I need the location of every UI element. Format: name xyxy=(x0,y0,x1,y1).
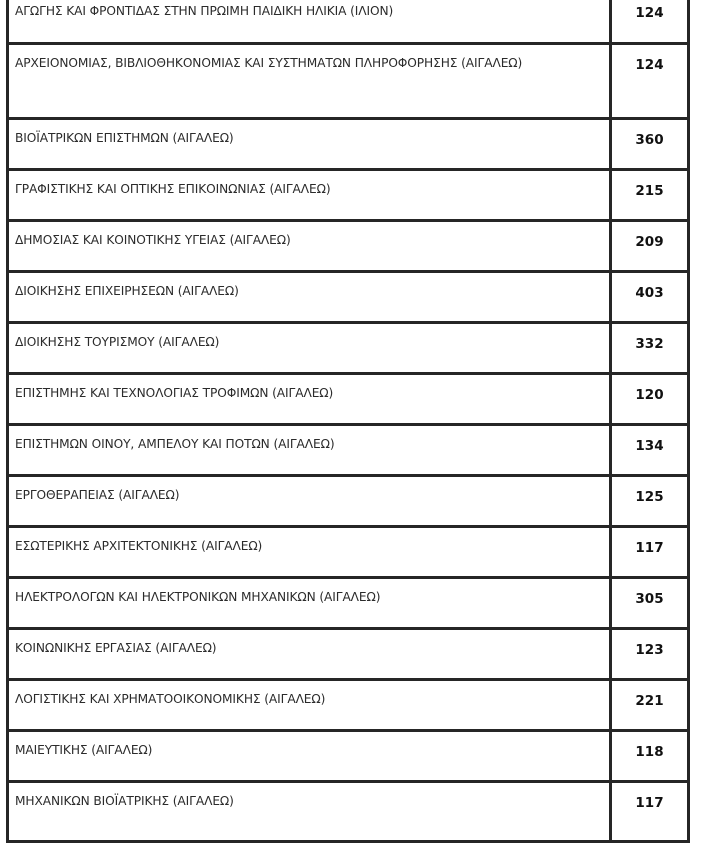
table-row xyxy=(8,476,689,527)
value-cell: 117 xyxy=(611,782,689,842)
department-name-cell: ΜΑΙΕΥΤΙΚΗΣ (ΑΙΓΑΛΕΩ) xyxy=(8,731,611,782)
department-name-cell: ΕΠΙΣΤΗΜΩΝ ΟΙΝΟΥ, ΑΜΠΕΛΟΥ ΚΑΙ ΠΟΤΩΝ (ΑΙΓΑΛΕΩ) xyxy=(8,425,611,476)
value-cell: 123 xyxy=(611,629,689,680)
table-row xyxy=(8,782,689,842)
value-cell: 124 xyxy=(611,44,689,119)
value-cell: 118 xyxy=(611,731,689,782)
department-name-cell: ΑΡΧΕΙΟΝΟΜΙΑΣ, ΒΙΒΛΙΟΘΗΚΟΝΟΜΙΑΣ ΚΑΙ ΣΥΣΤΗΜΑΤΩΝ ΠΛΗΡΟΦΟΡΗΣΗΣ (ΑΙΓΑΛΕΩ) xyxy=(8,44,611,119)
table-row xyxy=(8,119,689,170)
table-row xyxy=(8,272,689,323)
value-cell: 209 xyxy=(611,221,689,272)
department-name-cell: ΔΙΟΙΚΗΣΗΣ ΕΠΙΧΕΙΡΗΣΕΩΝ (ΑΙΓΑΛΕΩ) xyxy=(8,272,611,323)
table-row xyxy=(8,731,689,782)
table-row xyxy=(8,527,689,578)
value-cell: 221 xyxy=(611,680,689,731)
table-row xyxy=(8,323,689,374)
department-name-cell: ΓΡΑΦΙΣΤΙΚΗΣ ΚΑΙ ΟΠΤΙΚΗΣ ΕΠΙΚΟΙΝΩΝΙΑΣ (ΑΙΓΑΛΕΩ) xyxy=(8,170,611,221)
value-cell: 125 xyxy=(611,476,689,527)
table-row xyxy=(8,0,689,44)
table-row xyxy=(8,680,689,731)
department-name-cell: ΕΠΙΣΤΗΜΗΣ ΚΑΙ ΤΕΧΝΟΛΟΓΙΑΣ ΤΡΟΦΙΜΩΝ (ΑΙΓΑΛΕΩ) xyxy=(8,374,611,425)
department-name-cell: ΒΙΟΪΑΤΡΙΚΩΝ ΕΠΙΣΤΗΜΩΝ (ΑΙΓΑΛΕΩ) xyxy=(8,119,611,170)
department-name-cell: ΕΡΓΟΘΕΡΑΠΕΙΑΣ (ΑΙΓΑΛΕΩ) xyxy=(8,476,611,527)
table-row xyxy=(8,44,689,119)
table-row xyxy=(8,578,689,629)
value-cell: 120 xyxy=(611,374,689,425)
department-name-cell: ΑΓΩΓΗΣ ΚΑΙ ΦΡΟΝΤΙΔΑΣ ΣΤΗΝ ΠΡΩΙΜΗ ΠΑΙΔΙΚΗ ΗΛΙΚΙΑ (ΙΛΙΟΝ) xyxy=(8,0,611,44)
department-name-cell: ΚΟΙΝΩΝΙΚΗΣ ΕΡΓΑΣΙΑΣ (ΑΙΓΑΛΕΩ) xyxy=(8,629,611,680)
table-row xyxy=(8,170,689,221)
department-name-cell: ΜΗΧΑΝΙΚΩΝ ΒΙΟΪΑΤΡΙΚΗΣ (ΑΙΓΑΛΕΩ) xyxy=(8,782,611,842)
department-name-cell: ΔΙΟΙΚΗΣΗΣ ΤΟΥΡΙΣΜΟΥ (ΑΙΓΑΛΕΩ) xyxy=(8,323,611,374)
value-cell: 332 xyxy=(611,323,689,374)
table-row xyxy=(8,425,689,476)
value-cell: 124 xyxy=(611,0,689,44)
value-cell: 134 xyxy=(611,425,689,476)
value-cell: 360 xyxy=(611,119,689,170)
value-cell: 403 xyxy=(611,272,689,323)
department-name-cell: ΗΛΕΚΤΡΟΛΟΓΩΝ ΚΑΙ ΗΛΕΚΤΡΟΝΙΚΩΝ ΜΗΧΑΝΙΚΩΝ (ΑΙΓΑΛΕΩ) xyxy=(8,578,611,629)
table-row xyxy=(8,374,689,425)
table-row xyxy=(8,221,689,272)
departments-table xyxy=(6,0,690,843)
value-cell: 117 xyxy=(611,527,689,578)
value-cell: 305 xyxy=(611,578,689,629)
department-name-cell: ΛΟΓΙΣΤΙΚΗΣ ΚΑΙ ΧΡΗΜΑΤΟΟΙΚΟΝΟΜΙΚΗΣ (ΑΙΓΑΛΕΩ) xyxy=(8,680,611,731)
table-row xyxy=(8,629,689,680)
department-name-cell: ΔΗΜΟΣΙΑΣ ΚΑΙ ΚΟΙΝΟΤΙΚΗΣ ΥΓΕΙΑΣ (ΑΙΓΑΛΕΩ) xyxy=(8,221,611,272)
department-name-cell: ΕΣΩΤΕΡΙΚΗΣ ΑΡΧΙΤΕΚΤΟΝΙΚΗΣ (ΑΙΓΑΛΕΩ) xyxy=(8,527,611,578)
value-cell: 215 xyxy=(611,170,689,221)
